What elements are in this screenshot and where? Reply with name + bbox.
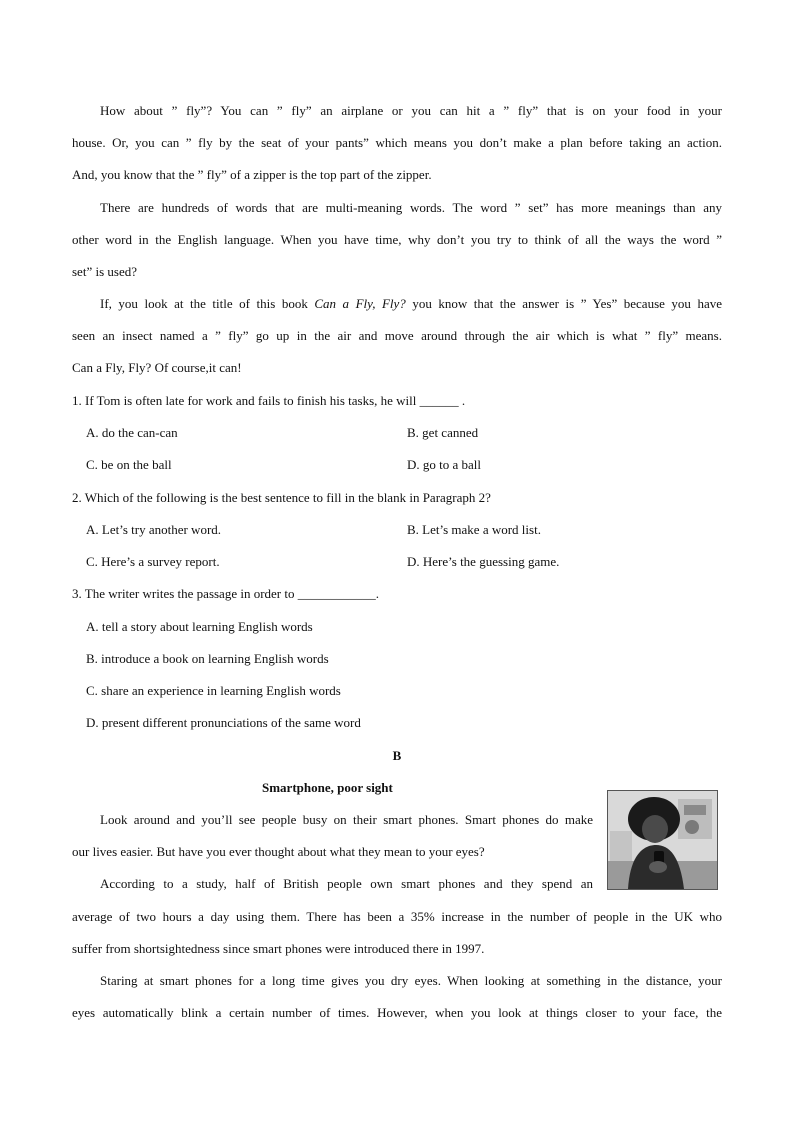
person-with-phone-icon <box>608 791 717 889</box>
p3-line1-pre: If, you look at the title of this book <box>100 296 315 311</box>
question-3-stem: 3. The writer writes the passage in order to ____________. <box>72 586 379 601</box>
question-3-option-c: C. share an experience in learning English words <box>86 683 341 698</box>
passage-a-p3-line1 <box>72 288 722 320</box>
passage-a-p1-line3: And, you know that the ” fly” of a zipper is the top part of the zipper. <box>72 167 432 182</box>
section-b-p3-line2: eyes automatically blink a certain number of times. However, when you look at things closer to your face, the <box>72 1005 722 1020</box>
question-2-option-a: A. Let’s try another word. <box>86 522 222 537</box>
section-letter: B <box>392 748 402 763</box>
section-b-p2-line3: suffer from shortsightedness since smart phones were introduced there in 1997. <box>72 941 485 956</box>
question-3-option-a: A. tell a story about learning English words <box>86 619 313 634</box>
book-title: Can a Fly, Fly? <box>314 296 406 311</box>
question-1-option-a: A. do the can-can <box>86 425 178 440</box>
question-3-option-b: B. introduce a book on learning English words <box>86 651 329 666</box>
section-b-p2-line2: average of two hours a day using them. There has been a 35% increase in the number of people in the UK who <box>72 909 722 924</box>
question-2-stem: 2. Which of the following is the best sentence to fill in the blank in Paragraph 2? <box>72 490 491 505</box>
passage-a-p2-line2: other word in the English language. When you have time, why don’t you try to think of all the ways the word ” <box>72 232 722 247</box>
passage-a-p1-line1: How about ” fly”? You can ” fly” an airplane or you can hit a ” fly” that is on your food in your <box>100 103 722 118</box>
question-2-option-d: D. Here’s the guessing game. <box>407 554 560 569</box>
question-1-option-c: C. be on the ball <box>86 457 172 472</box>
question-2-option-c: C. Here’s a survey report. <box>86 554 220 569</box>
section-b-title: Smartphone, poor sight <box>262 780 393 795</box>
question-3-option-d: D. present different pronunciations of the same word <box>86 715 361 730</box>
passage-a-p2-line3: set” is used? <box>72 264 137 279</box>
section-b-p2-line1: According to a study, half of British people own smart phones and they spend an <box>100 876 593 891</box>
question-1-stem: 1. If Tom is often late for work and fails to finish his tasks, he will ______ . <box>72 393 466 408</box>
section-b-p3-line1: Staring at smart phones for a long time gives you dry eyes. When looking at something in the distance, your <box>100 973 722 988</box>
section-b-p1-line2: our lives easier. But have you ever thought about what they mean to your eyes? <box>72 844 485 859</box>
passage-a-p1-line2: house. Or, you can ” fly by the seat of your pants” which means you don’t make a plan before taking an action. <box>72 135 722 150</box>
section-b-p1-line1: Look around and you’ll see people busy on their smart phones. Smart phones do make <box>100 812 593 827</box>
question-1-option-b: B. get canned <box>407 425 479 440</box>
passage-a-p3-line2: seen an insect named a ” fly” go up in the air and move around through the air which is what ” fly” means. <box>72 328 722 343</box>
p3-line1-post: you know that the answer is ” Yes” because you have <box>405 296 722 311</box>
question-1-option-d: D. go to a ball <box>407 457 482 472</box>
passage-a-p2-line1: There are hundreds of words that are multi-meaning words. The word ” set” has more meanings than any <box>100 200 722 215</box>
question-2-option-b: B. Let’s make a word list. <box>407 522 541 537</box>
smartphone-user-photo <box>607 790 718 890</box>
passage-a-p3-line3: Can a Fly, Fly? Of course,it can! <box>72 360 242 375</box>
